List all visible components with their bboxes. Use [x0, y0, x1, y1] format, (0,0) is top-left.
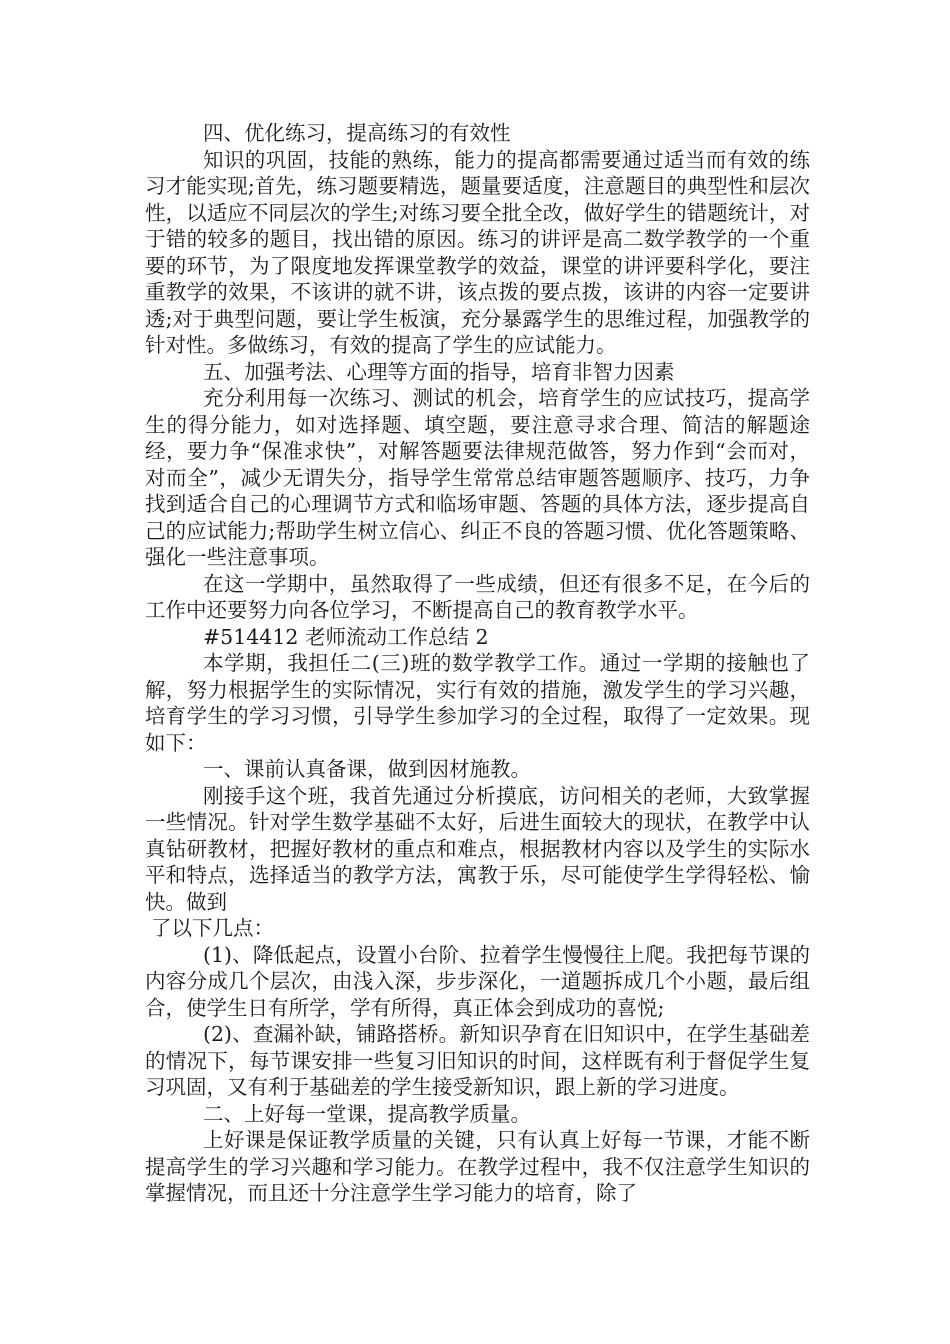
- section-heading-5: 五、加强考法、心理等方面的指导，培育非智力因素: [203, 359, 675, 384]
- paragraph-intro: 本学期，我担任二(三)班的数学教学工作。通过一学期的接触也了解，努力根据学生的实际情况，实行有效的措施，激发学生的学习兴趣，培育学生的学习习惯，引导学生参加学习的全过程，取得了一定效果。现如下：: [145, 651, 810, 755]
- list-item-2: (2)、查漏补缺，铺路搭桥。新知识孕育在旧知识中，在学生基础差的情况下，每节课安排一些复习旧知识的时间，这样既有利于督促学生复习巩固，又有利于基础差的学生接受新知识，跟上新的学习进度。: [145, 1022, 810, 1099]
- paragraph-preparation: 刚接手这个班，我首先通过分析摸底，访问相关的老师，大致掌握一些情况。针对学生数学基础不太好，后进生面较大的现状，在教学中认真钻研教材，把握好教材的重点和难点，根据教材内容以及学生的实际水平和特点，选择适当的教学方法，寓教于乐，尽可能使学生学得轻松、愉快。做到: [145, 783, 810, 914]
- paragraph-semester-summary: 在这一学期中，虽然取得了一些成绩，但还有很多不足，在今后的工作中还要努力向各位学习，不断提高自己的教育教学水平。: [145, 571, 810, 622]
- paragraph-teaching-quality: 上好课是保证教学质量的关键，只有认真上好每一节课，才能不断提高学生的学习兴趣和学习能力。在教学过程中，我不仅注意学生知识的掌握情况，而且还十分注意学生学习能力的培育，除了: [145, 1128, 810, 1205]
- document-body: [145, 120, 810, 1207]
- section-heading-4: 四、优化练习，提高练习的有效性: [203, 121, 511, 145]
- document-subtitle: #514412 老师流动工作总结 2: [203, 624, 489, 649]
- list-item-1: (1)、降低起点，设置小台阶、拉着学生慢慢往上爬。我把每节课的内容分成几个层次，由浅入深，步步深化，一道题拆成几个小题，最后组合，使学生日有所学，学有所得，真正体会到成功的喜悦;: [145, 942, 810, 1020]
- section-heading-1: 一、课前认真备课，做到因材施教。: [203, 757, 531, 781]
- paragraph-practice: 知识的巩固，技能的熟练，能力的提高都需要通过适当而有效的练习才能实现;首先，练习题要精选，题量要适度，注意题目的典型性和层次性，以适应不同层次的学生;对练习要全批全改，做好学生的错题统计，对于错的较多的题目，找出错的原因。练习的讲评是高二数学教学的一个重要的环节，为了限度地发挥课堂教学的效益，课堂的讲评要科学化，要注重教学的效果，不该讲的就不讲，该点拨的要点拨，该讲的内容一定要讲透;对于典型问题，要让学生板演，充分暴露学生的思维过程，加强教学的针对性。多做练习，有效的提高了学生的应试能力。: [145, 147, 810, 357]
- paragraph-exam-skills: 充分利用每一次练习、测试的机会，培育学生的应试技巧，提高学生的得分能力，如对选择题、填空题，要注意寻求合理、简洁的解题途经，要力争“保准求快”，对解答题要法律规范做答，努力作到“会而对，对而全”，减少无谓失分，指导学生常常总结审题答题顺序、技巧，力争找到适合自己的心理调节方式和临场审题、答题的具体方法，逐步提高自己的应试能力;帮助学生树立信心、纠正不良的答题习惯、优化答题策略、强化一些注意事项。: [145, 386, 810, 569]
- section-heading-2: 二、上好每一堂课，提高教学质量。: [203, 1101, 531, 1126]
- paragraph-fragment: 了以下几点：: [151, 916, 274, 940]
